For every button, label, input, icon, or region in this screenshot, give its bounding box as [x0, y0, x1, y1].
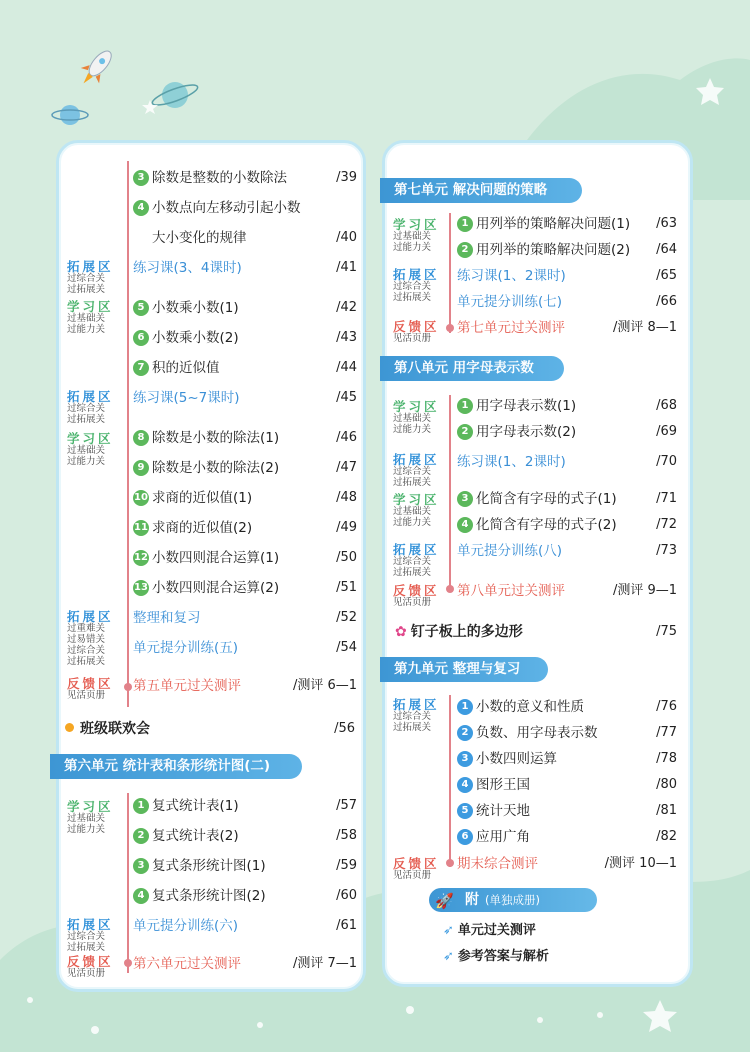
lesson-number: 2 — [133, 828, 149, 844]
zone-sub: 过基础关 — [393, 506, 432, 517]
zone-sub: 过能力关 — [393, 517, 432, 528]
zone-sub: 过综合关 — [393, 711, 432, 722]
zone-label: 反馈区 — [393, 319, 440, 334]
page-number: /65 — [656, 268, 677, 283]
appendix-item[interactable] — [443, 920, 643, 942]
page-number: /47 — [336, 460, 357, 475]
zone-sub: 过基础关 — [67, 313, 106, 324]
page-number: /70 — [656, 454, 677, 469]
entry-title: 第六单元过关测评 — [133, 956, 241, 972]
zone-sub: 见活页册 — [393, 333, 432, 344]
timeline-line — [127, 793, 129, 973]
toc-entry[interactable] — [133, 855, 357, 877]
toc-entry[interactable] — [457, 722, 677, 744]
page-number: /52 — [336, 610, 357, 625]
entry-title: 用列举的策略解决问题(2) — [476, 242, 631, 258]
page-number: /测评 9—1 — [612, 583, 677, 598]
timeline-line — [449, 213, 451, 333]
lesson-number: 3 — [457, 751, 473, 767]
entry-title: 第七单元过关测评 — [457, 320, 565, 336]
toc-entry[interactable] — [133, 327, 357, 349]
page-number: /59 — [336, 858, 357, 873]
entry-title: 小数的意义和性质 — [476, 699, 584, 715]
timeline-dot — [124, 683, 132, 691]
page-number: /69 — [656, 424, 677, 439]
zone-sub: 过综合关 — [67, 403, 106, 414]
toc-entry[interactable] — [133, 547, 357, 569]
page-number: /39 — [336, 170, 357, 185]
page-number: /43 — [336, 330, 357, 345]
entry-title: 化简含有字母的式子(1) — [476, 491, 617, 507]
page-number: /75 — [656, 624, 677, 639]
toc-entry[interactable] — [457, 853, 677, 875]
entry-title: 单元提分训练(六) — [133, 918, 239, 934]
zone-label: 拓展区 — [67, 917, 114, 932]
entry-title: 小数乘小数(2) — [152, 330, 239, 346]
page-number: /72 — [656, 517, 677, 532]
page-number: /测评 8—1 — [612, 320, 677, 335]
entry-title: 钉子板上的多边形 — [410, 624, 523, 640]
toc-entry[interactable] — [133, 607, 357, 629]
toc-entry[interactable] — [133, 227, 357, 249]
lesson-number: 10 — [133, 490, 149, 506]
toc-entry[interactable] — [133, 387, 357, 409]
entry-title: 单元过关测评 — [457, 923, 536, 938]
lesson-number: 4 — [133, 200, 149, 216]
page-number: /76 — [656, 699, 677, 714]
toc-entry[interactable] — [457, 580, 677, 602]
toc-entry[interactable] — [133, 427, 357, 449]
entry-title: 单元提分训练(五) — [133, 640, 239, 656]
circle-bullet-icon — [65, 723, 74, 732]
entry-title: 整理和复习 — [133, 610, 201, 626]
feather-icon: ➶ — [443, 923, 454, 938]
zone-sub: 过能力关 — [67, 456, 106, 467]
zone-label: 反馈区 — [67, 676, 114, 691]
appendix-title: 附 — [465, 892, 479, 908]
entry-title: 第五单元过关测评 — [133, 678, 241, 694]
zone-sub: 过拓展关 — [393, 477, 432, 488]
entry-title: 应用广角 — [476, 829, 530, 845]
entry-title: 统计天地 — [476, 803, 530, 819]
page-number: /51 — [336, 580, 357, 595]
entry-title: 复式统计表(1) — [152, 798, 239, 814]
entry-title: 期末综合测评 — [457, 856, 538, 872]
right-contents-panel — [382, 140, 693, 987]
entry-title: 负数、用字母表示数 — [476, 725, 598, 741]
page-number: /45 — [336, 390, 357, 405]
entry-title: 单元提分训练(七) — [457, 294, 563, 310]
lesson-number: 5 — [457, 803, 473, 819]
zone-label: 拓展区 — [393, 697, 440, 712]
toc-entry[interactable] — [457, 317, 677, 339]
page-number: /41 — [336, 260, 357, 275]
lesson-number: 7 — [133, 360, 149, 376]
page-number: /57 — [336, 798, 357, 813]
entry-title: 练习课(1、2课时) — [457, 268, 566, 284]
zone-sub: 过拓展关 — [393, 722, 432, 733]
zone-sub: 过综合关 — [67, 645, 106, 656]
left-contents-panel — [56, 140, 366, 992]
lesson-number: 3 — [133, 858, 149, 874]
toc-entry[interactable] — [457, 213, 677, 235]
page-number: /71 — [656, 491, 677, 506]
entry-title: 复式条形统计图(2) — [152, 888, 266, 904]
lesson-number: 2 — [457, 725, 473, 741]
zone-label: 学习区 — [67, 799, 114, 814]
toc-entry[interactable] — [133, 915, 357, 937]
zone-sub: 见活页册 — [67, 968, 106, 979]
page-number: /77 — [656, 725, 677, 740]
lesson-number: 6 — [133, 330, 149, 346]
timeline-line — [449, 395, 451, 591]
zone-sub: 过基础关 — [67, 445, 106, 456]
zone-label: 拓展区 — [393, 452, 440, 467]
page-number: /测评 6—1 — [292, 678, 357, 693]
toc-entry[interactable] — [457, 239, 677, 261]
zone-sub: 过综合关 — [393, 466, 432, 477]
toc-entry[interactable] — [457, 488, 677, 510]
toc-entry[interactable] — [457, 395, 677, 417]
entry-title: 复式统计表(2) — [152, 828, 239, 844]
zone-sub: 过基础关 — [393, 231, 432, 242]
toc-entry[interactable] — [457, 696, 677, 718]
entry-title: 第八单元过关测评 — [457, 583, 565, 599]
toc-entry[interactable] — [133, 825, 357, 847]
zone-sub: 过能力关 — [67, 824, 106, 835]
zone-sub: 过基础关 — [393, 413, 432, 424]
page-number: /73 — [656, 543, 677, 558]
toc-entry[interactable] — [457, 748, 677, 770]
zone-sub: 过拓展关 — [67, 284, 106, 295]
timeline-line — [127, 161, 129, 707]
unit-banner: 第八单元 用字母表示数 — [380, 356, 564, 381]
page-number: /68 — [656, 398, 677, 413]
entry-title: 积的近似值 — [152, 360, 220, 376]
zone-sub: 过基础关 — [67, 813, 106, 824]
appendix-note: (单独成册) — [485, 893, 540, 907]
timeline-dot — [446, 324, 454, 332]
toc-entry[interactable] — [457, 421, 677, 443]
lesson-number: 3 — [457, 491, 473, 507]
lesson-number: 8 — [133, 430, 149, 446]
appendix-item[interactable] — [443, 946, 643, 968]
lesson-number: 1 — [457, 216, 473, 232]
toc-entry[interactable] — [457, 514, 677, 536]
page-number: /54 — [336, 640, 357, 655]
toc-entry[interactable] — [133, 675, 357, 697]
toc-entry[interactable] — [133, 637, 357, 659]
planet-icon — [150, 81, 199, 109]
zone-label: 拓展区 — [67, 389, 114, 404]
zone-sub: 过易错关 — [67, 634, 106, 645]
toc-entry[interactable] — [133, 953, 357, 975]
page-number: /63 — [656, 216, 677, 231]
entry-title: 化简含有字母的式子(2) — [476, 517, 617, 533]
zone-sub: 过拓展关 — [393, 292, 432, 303]
entry-title: 小数四则混合运算(1) — [152, 550, 280, 566]
toc-entry[interactable] — [457, 774, 677, 796]
zone-sub: 过综合关 — [67, 931, 106, 942]
toc-entry[interactable] — [133, 795, 357, 817]
page-number: /82 — [656, 829, 677, 844]
rocket-icon — [74, 44, 119, 91]
lesson-number: 1 — [457, 398, 473, 414]
lesson-number: 5 — [133, 300, 149, 316]
page-number: /78 — [656, 751, 677, 766]
lesson-number: 3 — [133, 170, 149, 186]
zone-sub: 过综合关 — [393, 281, 432, 292]
zone-label: 学习区 — [393, 217, 440, 232]
page-number: /80 — [656, 777, 677, 792]
appendix-header — [429, 888, 597, 912]
toc-entry[interactable] — [133, 457, 357, 479]
page-number: /49 — [336, 520, 357, 535]
toc-entry[interactable] — [133, 577, 357, 599]
entry-title: 小数乘小数(1) — [152, 300, 239, 316]
toc-entry[interactable] — [133, 197, 357, 219]
special-entry[interactable] — [65, 718, 355, 740]
lesson-number: 13 — [133, 580, 149, 596]
zone-sub: 过拓展关 — [67, 656, 106, 667]
page-number: /58 — [336, 828, 357, 843]
unit-banner: 第九单元 整理与复习 — [380, 657, 548, 682]
toc-entry[interactable] — [457, 540, 677, 562]
entry-title: 小数四则运算 — [476, 751, 557, 767]
entry-title: 单元提分训练(八) — [457, 543, 563, 559]
zone-sub: 过重难关 — [67, 623, 106, 634]
entry-title: 大小变化的规律 — [152, 230, 247, 246]
star-icon — [142, 100, 158, 114]
toc-entry[interactable] — [133, 487, 357, 509]
feather-icon: ➶ — [443, 949, 454, 964]
entry-title: 练习课(1、2课时) — [457, 454, 566, 470]
zone-label: 反馈区 — [67, 954, 114, 969]
entry-title: 图形王国 — [476, 777, 530, 793]
page-number: /48 — [336, 490, 357, 505]
zone-sub: 过拓展关 — [67, 942, 106, 953]
lesson-number: 2 — [457, 424, 473, 440]
page-number: /42 — [336, 300, 357, 315]
entry-title: 练习课(5~7课时) — [133, 390, 240, 406]
page-number: /44 — [336, 360, 357, 375]
toc-entry[interactable] — [457, 265, 677, 287]
entry-title: 小数四则混合运算(2) — [152, 580, 280, 596]
entry-title: 小数点向左移动引起小数 — [152, 200, 301, 216]
timeline-dot — [124, 959, 132, 967]
toc-entry[interactable] — [133, 885, 357, 907]
zone-label: 拓展区 — [393, 267, 440, 282]
entry-title: 求商的近似值(1) — [152, 490, 253, 506]
zone-sub: 过综合关 — [67, 273, 106, 284]
flower-icon: ✿ — [395, 624, 407, 640]
entry-title: 用字母表示数(1) — [476, 398, 577, 414]
lesson-number: 4 — [457, 777, 473, 793]
zone-label: 拓展区 — [67, 259, 114, 274]
page-number: /66 — [656, 294, 677, 309]
zone-label: 拓展区 — [67, 609, 114, 624]
lesson-number: 4 — [133, 888, 149, 904]
lesson-number: 12 — [133, 550, 149, 566]
page-number: /测评 7—1 — [292, 956, 357, 971]
toc-entry[interactable] — [133, 167, 357, 189]
zone-label: 拓展区 — [393, 542, 440, 557]
zone-sub: 过综合关 — [393, 556, 432, 567]
entry-title: 班级联欢会 — [80, 721, 150, 737]
unit-banner: 第七单元 解决问题的策略 — [380, 178, 582, 203]
lesson-number: 1 — [457, 699, 473, 715]
entry-title: 除数是整数的小数除法 — [152, 170, 287, 186]
page-number: /50 — [336, 550, 357, 565]
entry-title: 复式条形统计图(1) — [152, 858, 266, 874]
toc-entry[interactable] — [457, 800, 677, 822]
zone-label: 学习区 — [393, 399, 440, 414]
timeline-line — [449, 695, 451, 867]
page-number: /46 — [336, 430, 357, 445]
toc-entry[interactable] — [133, 357, 357, 379]
zone-label: 学习区 — [67, 431, 114, 446]
toc-entry[interactable] — [457, 291, 677, 313]
entry-title: 用字母表示数(2) — [476, 424, 577, 440]
entry-title: 除数是小数的除法(2) — [152, 460, 280, 476]
toc-entry[interactable] — [133, 297, 357, 319]
lesson-number: 9 — [133, 460, 149, 476]
entry-title: 练习课(3、4课时) — [133, 260, 242, 276]
special-entry[interactable] — [395, 621, 677, 643]
zone-label: 反馈区 — [393, 583, 440, 598]
page-number: /56 — [334, 721, 355, 736]
zone-sub: 过拓展关 — [67, 414, 106, 425]
zone-sub: 见活页册 — [393, 597, 432, 608]
zone-sub: 过能力关 — [67, 324, 106, 335]
zone-label: 反馈区 — [393, 856, 440, 871]
page-number: /40 — [336, 230, 357, 245]
planet-icon — [52, 105, 88, 125]
page-number: /61 — [336, 918, 357, 933]
toc-entry[interactable] — [457, 451, 677, 473]
toc-entry[interactable] — [457, 826, 677, 848]
zone-sub: 过拓展关 — [393, 567, 432, 578]
entry-title: 参考答案与解析 — [457, 949, 549, 964]
timeline-dot — [446, 585, 454, 593]
entry-title: 除数是小数的除法(1) — [152, 430, 280, 446]
lesson-number: 11 — [133, 520, 149, 536]
entry-title: 用列举的策略解决问题(1) — [476, 216, 631, 232]
zone-label: 学习区 — [67, 299, 114, 314]
rocket-icon: 🚀 — [435, 892, 454, 910]
zone-sub: 见活页册 — [393, 870, 432, 881]
zone-label: 学习区 — [393, 492, 440, 507]
entry-title: 求商的近似值(2) — [152, 520, 253, 536]
page-number: /64 — [656, 242, 677, 257]
lesson-number: 6 — [457, 829, 473, 845]
lesson-number: 2 — [457, 242, 473, 258]
page-number: /60 — [336, 888, 357, 903]
timeline-dot — [446, 859, 454, 867]
page-number: /测评 10—1 — [604, 856, 677, 871]
toc-entry[interactable] — [133, 517, 357, 539]
lesson-number: 1 — [133, 798, 149, 814]
toc-entry[interactable] — [133, 257, 357, 279]
zone-sub: 见活页册 — [67, 690, 106, 701]
page-number: /81 — [656, 803, 677, 818]
lesson-number: 4 — [457, 517, 473, 533]
unit-banner: 第六单元 统计表和条形统计图(二) — [50, 754, 302, 779]
zone-sub: 过能力关 — [393, 242, 432, 253]
zone-sub: 过能力关 — [393, 424, 432, 435]
